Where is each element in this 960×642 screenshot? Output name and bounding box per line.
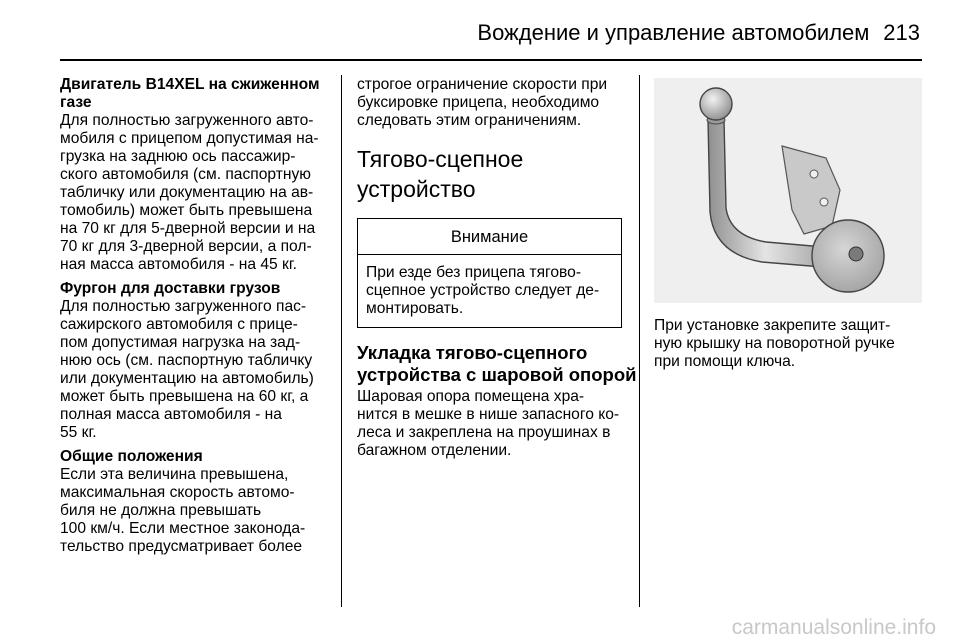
subsection-title [357,342,637,386]
block-delivery-van [60,280,330,442]
text-line: леса и закреплена на проушинах в [357,424,611,441]
text-line: Если эта величина превышена, [60,466,289,483]
text-line: может быть превышена на 60 кг, а [60,388,309,405]
text-line: на 70 кг для 5-дверной версии и на [60,220,316,237]
block-lpg-engine [60,76,330,274]
subsection-title-line: устройства с шаровой опорой [357,364,637,385]
continuation-paragraph [357,76,625,130]
tow-ball-hitch-illustration [654,78,922,303]
text-line: При езде без прицепа тягово- [366,264,582,281]
column-right [654,76,924,371]
text-line: следовать этим ограничениям. [357,112,582,129]
figure-caption [654,317,924,371]
block-general [60,448,330,556]
text-line: мобиля с прицепом допустимая на- [60,130,319,147]
text-line: сажирского автомобиля с прице- [60,316,298,333]
text-line: или документацию на автомобиль) [60,370,314,387]
block-heading-line: газе [60,94,92,111]
text-line: ная масса автомобиля - на 45 кг. [60,256,297,273]
text-line: нюю ось (см. паспортную табличку [60,352,313,369]
text-line: грузка на заднюю ось пассажир- [60,148,296,165]
subsection-paragraph [357,388,625,460]
text-line: 55 кг. [60,424,97,441]
text-line: нится в мешке в нише запасного ко- [357,406,620,423]
text-line: ную крышку на поворотной ручке [654,335,895,352]
text-line: пом допустимая нагрузка на зад- [60,334,301,351]
page-number: 213 [883,20,920,45]
section-title-line: Тягово-сцепное [357,146,524,172]
header-rule [60,59,922,61]
text-line: буксировке прицепа, необходимо [357,94,600,111]
text-line: Шаровая опора помещена хра- [357,388,585,405]
text-line: тельство предусматривает более [60,538,303,555]
text-line: табличку или документацию на ав- [60,184,314,201]
column-left [60,76,330,556]
block-heading-line: Общие положения [60,448,203,465]
text-line: Для полностью загруженного авто- [60,112,314,129]
warning-title: Внимание [358,219,621,255]
block-heading-line: Фургон для доставки грузов [60,280,281,297]
column-divider-right [639,75,640,607]
watermark: carmanualsonline.info [731,616,936,639]
section-title-line: устройство [357,176,476,202]
text-line: сцепное устройство следует де- [366,282,600,299]
header-title: Вождение и управление автомобилем [477,20,870,45]
text-line: при помощи ключа. [654,353,796,370]
warning-body [358,255,621,327]
text-line: багажном отделении. [357,442,512,459]
tow-ball-hitch-icon [654,78,922,303]
text-line: При установке закрепите защит- [654,317,891,334]
text-line: монтировать. [366,300,464,317]
warning-box [357,218,622,328]
text-line: биля не должна превышать [60,502,262,519]
subsection-title-line: Укладка тягово-сцепного [357,342,588,363]
text-line: полная масса автомобиля - на [60,406,282,423]
text-line: ского автомобиля (см. паспортную [60,166,311,183]
column-middle [357,76,637,460]
text-line: максимальная скорость автомо- [60,484,295,501]
text-line: 100 км/ч. Если местное законода- [60,520,306,537]
text-line: 70 кг для 3-дверной версии, а пол- [60,238,312,255]
text-line: томобиль) может быть превышена [60,202,313,219]
block-heading-line: Двигатель B14XEL на сжиженном [60,76,320,93]
section-title [357,144,625,204]
column-divider-left [341,75,342,607]
text-line: Для полностью загруженного пас- [60,298,307,315]
text-line: строгое ограничение скорости при [357,76,608,93]
